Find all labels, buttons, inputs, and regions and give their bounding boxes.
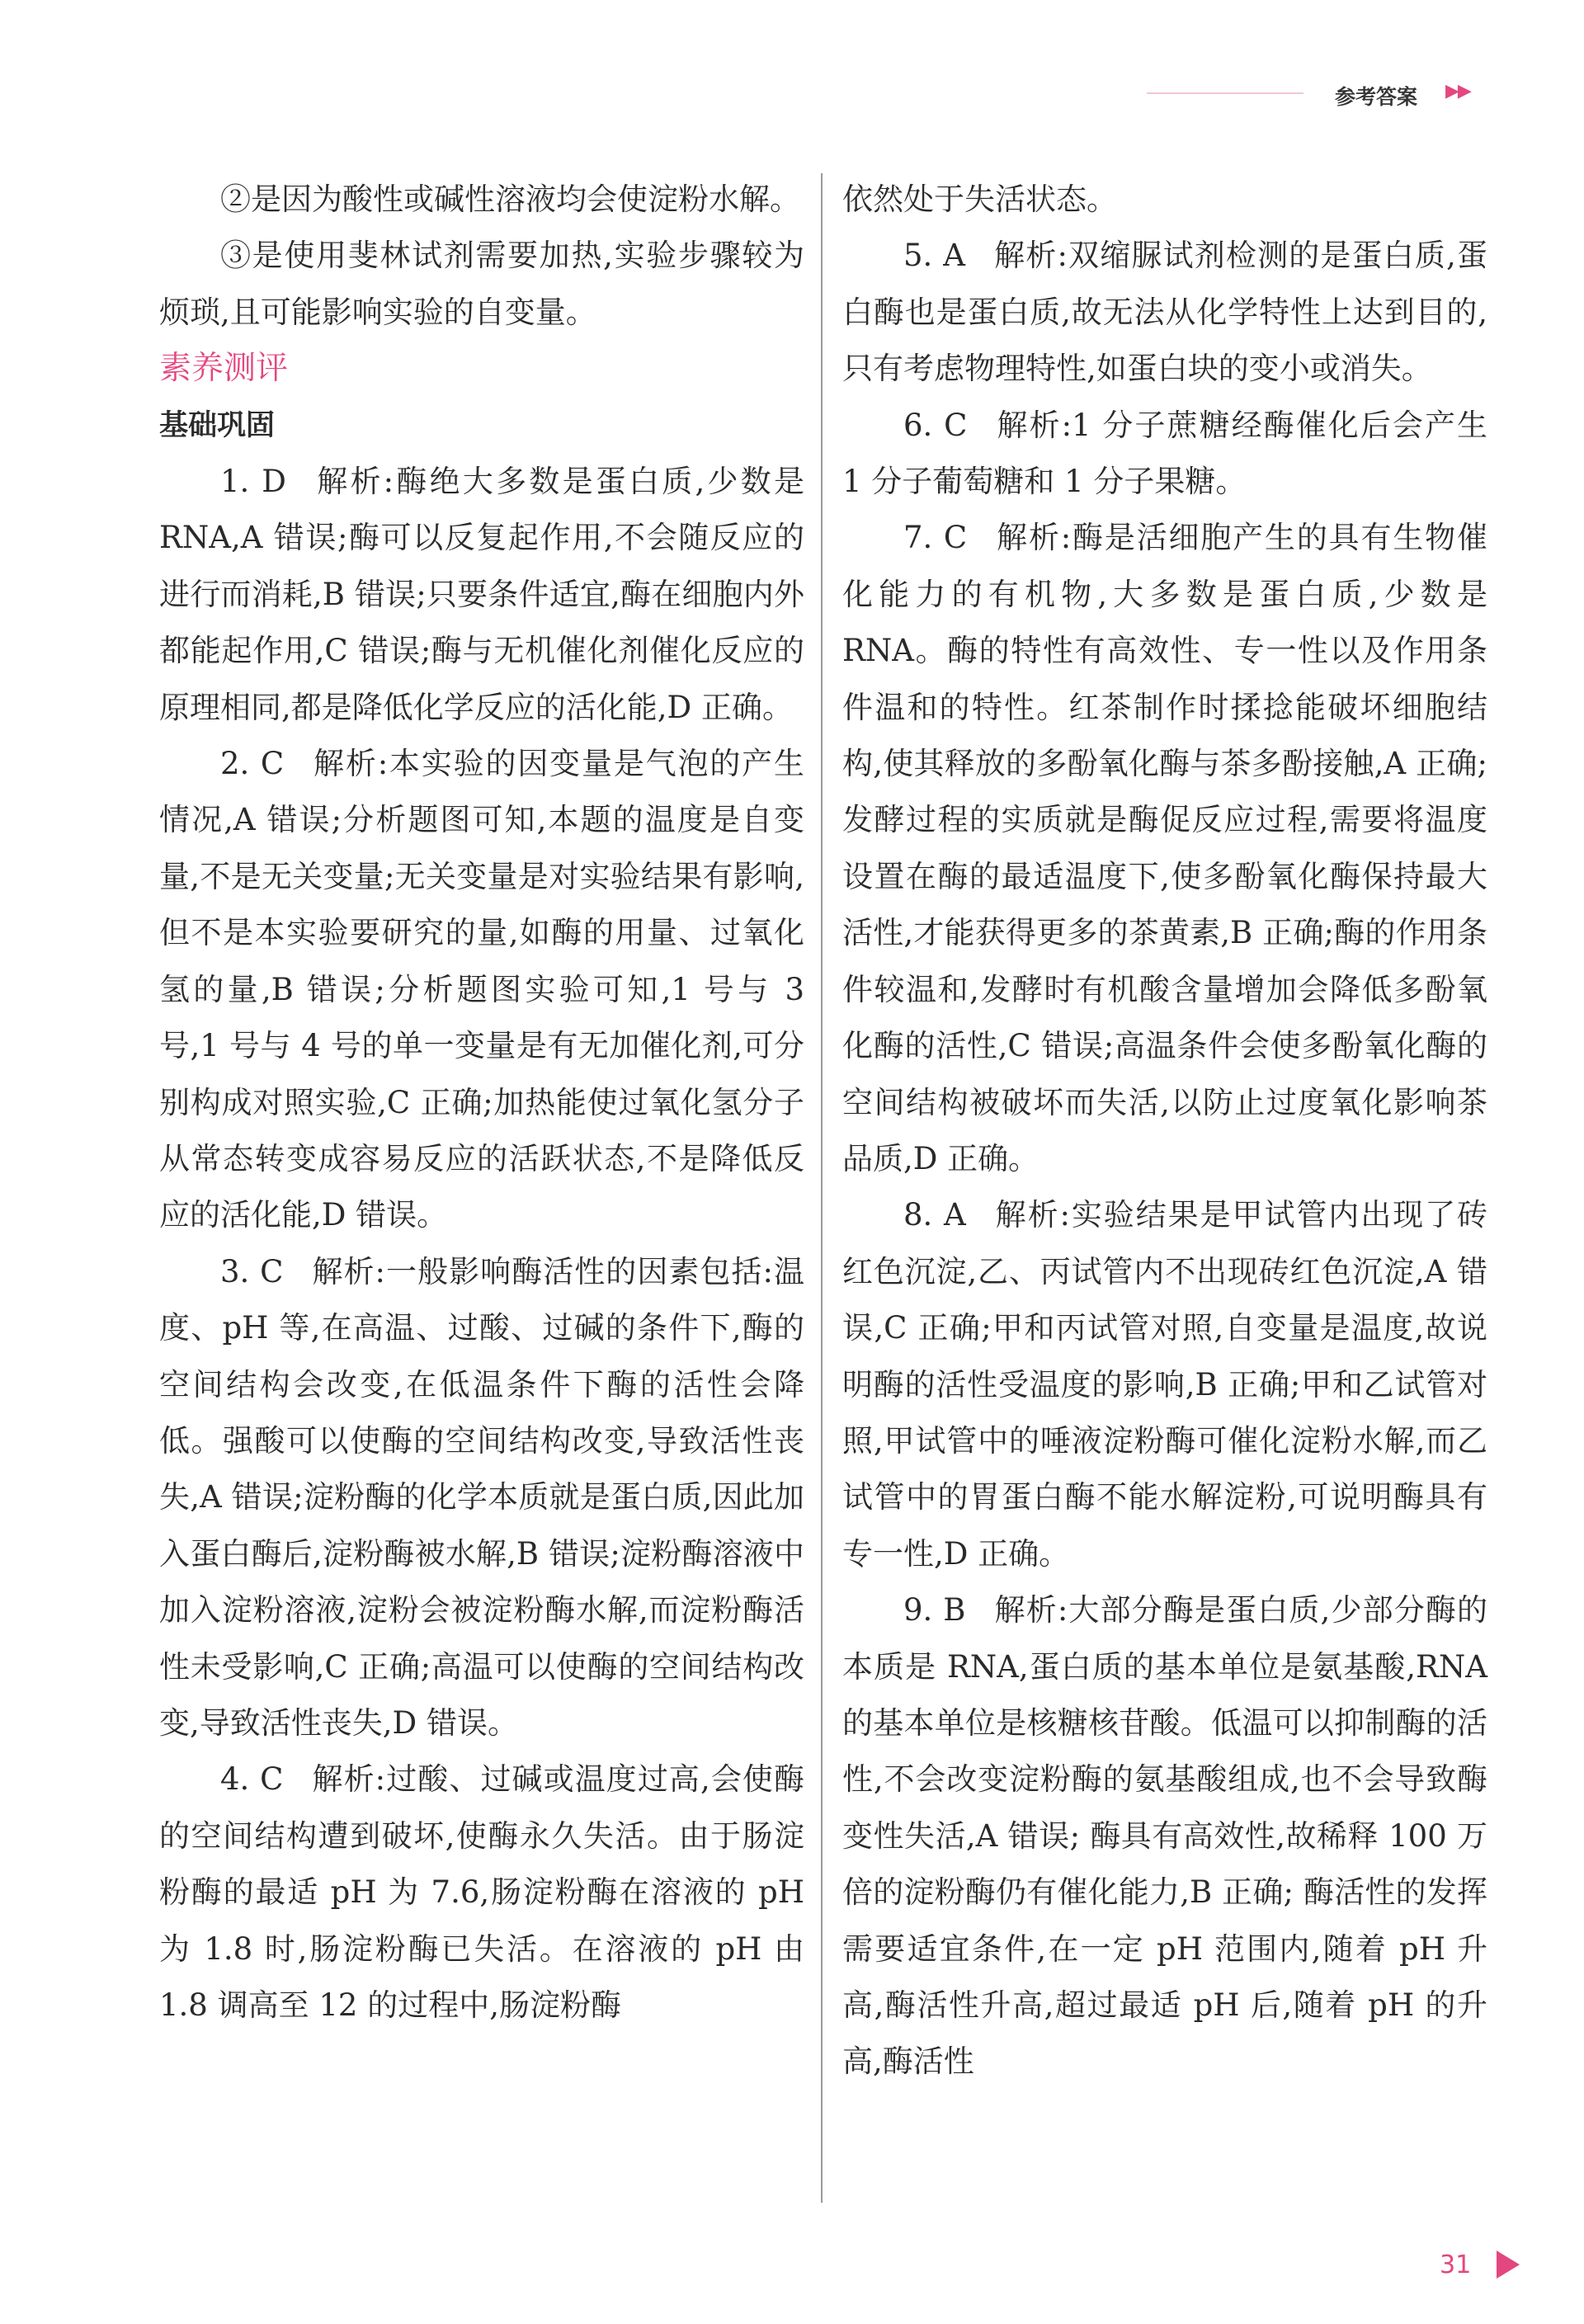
answer-text: 解析:1 分子蔗糖经酶催化后会产生 1 分子葡萄糖和 1 分子果糖。	[842, 407, 1487, 500]
answer-number: 5. A	[903, 238, 965, 274]
answer-4	[159, 1751, 804, 2034]
answer-text: 解析:实验结果是甲试管内出现了砖红色沉淀,乙、丙试管内不出现砖红色沉淀,A 错误,C 正确;甲和丙试管对照,自变量是温度,故说明酶的活性受温度的影响,B 正确;甲和乙试管对照,甲试管中的唾液淀粉酶可催化淀粉水解,而乙试管中的胃蛋白酶不能水解淀粉,可说明酶具有专一性,D 正确。	[842, 1197, 1487, 1572]
answer-text: 解析:本实验的因变量是气泡的产生情况,A 错误;分析题图可知,本题的温度是自变量,不是无关变量;无关变量是对实验结果有影响,但不是本实验要研究的量,如酶的用量、过氧化氢的量,B 错误;分析题图实验可知,1 号与 3 号,1 号与 4 号的单一变量是有无加催化剂,可分别构成对照实验,C 正确;加热能使过氧化氢分子从常态转变成容易反应的活跃状态,不是降低反应的活化能,D 错误。	[159, 746, 805, 1233]
header-label: 参考答案	[1335, 85, 1418, 109]
answer-5	[842, 228, 1487, 397]
page-arrow-icon	[1497, 2251, 1520, 2279]
answer-text: 解析:酶绝大多数是蛋白质,少数是 RNA,A 错误;酶可以反复起作用,不会随反应的进行而消耗,B 错误;只要条件适宜,酶在细胞内外都能起作用,C 错误;酶与无机催化剂催化反应的原理相同,都是降低化学反应的活化能,D 正确。	[159, 464, 804, 725]
answer-1	[159, 454, 804, 736]
answer-number: 9. B	[903, 1592, 966, 1629]
answer-number: 7. C	[903, 520, 968, 556]
right-column	[842, 172, 1487, 2091]
answer-8	[842, 1187, 1487, 1582]
answer-number: 2. C	[220, 746, 285, 782]
page-number: 31	[1440, 2251, 1472, 2279]
left-column	[159, 172, 804, 2034]
answer-number: 4. C	[220, 1761, 284, 1798]
answer-number: 1. D	[220, 464, 286, 500]
sub-title: 基础巩固	[159, 408, 276, 442]
answer-text: 解析:酶是活细胞产生的具有生物催化能力的有机物,大多数是蛋白质,少数是 RNA。酶的特性有高效性、专一性以及作用条件温和的特性。红茶制作时揉捻能破坏细胞结构,使其释放的多酚氧化酶与茶多酚接触,A 正确;发酵过程的实质就是酶促反应过程,需要将温度设置在酶的最适温度下,使多酚氧化酶保持最大活性,才能获得更多的茶黄素,B 正确;酶的作用条件较温和,发酵时有机酸含量增加会降低多酚氧化酶的活性,C 错误;高温条件会使多酚氧化酶的空间结构被破坏而失活,以防止过度氧化影响茶品质,D 正确。	[842, 520, 1488, 1176]
paragraph: ③是使用斐林试剂需要加热,实验步骤较为烦琐,且可能影响实验的自变量。	[159, 238, 804, 330]
answer-text: 解析:一般影响酶活性的因素包括:温度、pH 等,在高温、过酸、过碱的条件下,酶的空间结构会改变,在低温条件下酶的活性会降低。强酸可以使酶的空间结构改变,导致活性丧失,A 错误;淀粉酶的化学本质就是蛋白质,因此加入蛋白酶后,淀粉酶被水解,B 错误;淀粉酶溶液中加入淀粉溶液,淀粉会被淀粉酶水解,而淀粉酶活性未受影响,C 正确;高温可以使酶的空间结构改变,导致活性丧失,D 错误。	[159, 1253, 805, 1741]
answer-number: 6. C	[903, 407, 968, 443]
column-divider	[821, 173, 823, 2203]
header-decor-line	[1147, 92, 1304, 94]
answer-7	[842, 510, 1487, 1187]
answer-2	[159, 736, 804, 1244]
answer-text: 解析:过酸、过碱或温度过高,会使酶的空间结构遭到破坏,使酶永久失活。由于肠淀粉酶的最适 pH 为 7.6,肠淀粉酶在溶液的 pH 为 1.8 时,肠淀粉酶已失活。在溶液的 pH 由 1.8 调高至 12 的过程中,肠淀粉酶	[159, 1761, 804, 2023]
answer-number: 3. C	[220, 1253, 284, 1289]
answer-3	[159, 1244, 804, 1752]
answer-text: 解析:双缩脲试剂检测的是蛋白质,蛋白酶也是蛋白质,故无法从化学特性上达到目的,只有考虑物理特性,如蛋白块的变小或消失。	[842, 238, 1487, 387]
section-title: 素养测评	[159, 350, 289, 388]
header-arrow-icon: ▶▶	[1445, 81, 1470, 101]
answer-number: 8. A	[903, 1197, 966, 1233]
answer-text: 解析:大部分酶是蛋白质,少部分酶的本质是 RNA,蛋白质的基本单位是氨基酸,RNA 的基本单位是核糖核苷酸。低温可以抑制酶的活性,不会改变淀粉酶的氨基酸组成,也不会导致酶变性失活,A 错误; 酶具有高效性,故稀释 100 万倍的淀粉酶仍有催化能力,B 正确; 酶活性的发挥需要适宜条件,在一定 pH 范围内,随着 pH 升高,酶活性升高,超过最适 pH 后,随着 pH 的升高,酶活性	[842, 1592, 1487, 2080]
paragraph-continuation: 依然处于失活状态。	[842, 181, 1117, 217]
answer-9	[842, 1582, 1487, 2091]
paragraph: ②是因为酸性或碱性溶液均会使淀粉水解。	[220, 181, 800, 217]
answer-6	[842, 398, 1487, 511]
